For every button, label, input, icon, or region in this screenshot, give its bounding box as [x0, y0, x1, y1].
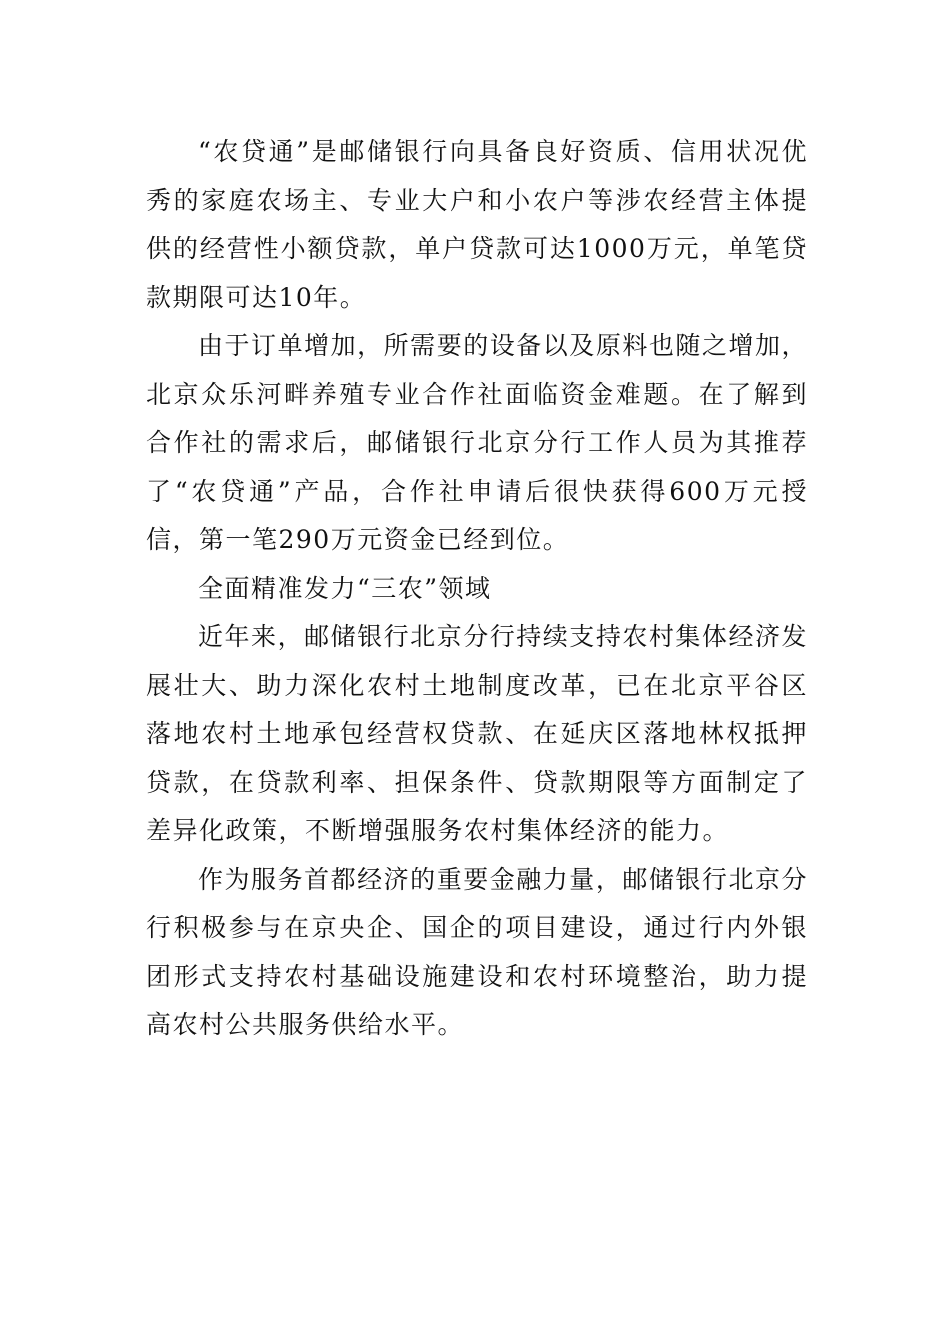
document-body	[146, 128, 808, 1050]
paragraph-cooperative-case: 由于订单增加，所需要的设备以及原料也随之增加，北京众乐河畔养殖专业合作社面临资金难题。在了解到合作社的需求后，邮储银行北京分行工作人员为其推荐了“农贷通”产品，合作社申请后很快获得600万元授信，第一笔290万元资金已经到位。	[146, 331, 808, 554]
section-heading: 全面精准发力“三农”领域	[198, 573, 492, 603]
paragraph-intro: “农贷通”是邮储银行向具备良好资质、信用状况优秀的家庭农场主、专业大户和小农户等涉农经营主体提供的经营性小额贷款，单户贷款可达1000万元，单笔贷款期限可达10年。	[146, 137, 808, 312]
paragraph-infrastructure: 作为服务首都经济的重要金融力量，邮储银行北京分行积极参与在京央企、国企的项目建设，通过行内外银团形式支持农村基础设施建设和农村环境整治，助力提高农村公共服务供给水平。	[146, 864, 808, 1039]
paragraph-rural-support: 近年来，邮储银行北京分行持续支持农村集体经济发展壮大、助力深化农村土地制度改革，已在北京平谷区落地农村土地承包经营权贷款、在延庆区落地林权抵押贷款，在贷款利率、担保条件、贷款期限等方面制定了差异化政策，不断增强服务农村集体经济的能力。	[146, 622, 808, 845]
